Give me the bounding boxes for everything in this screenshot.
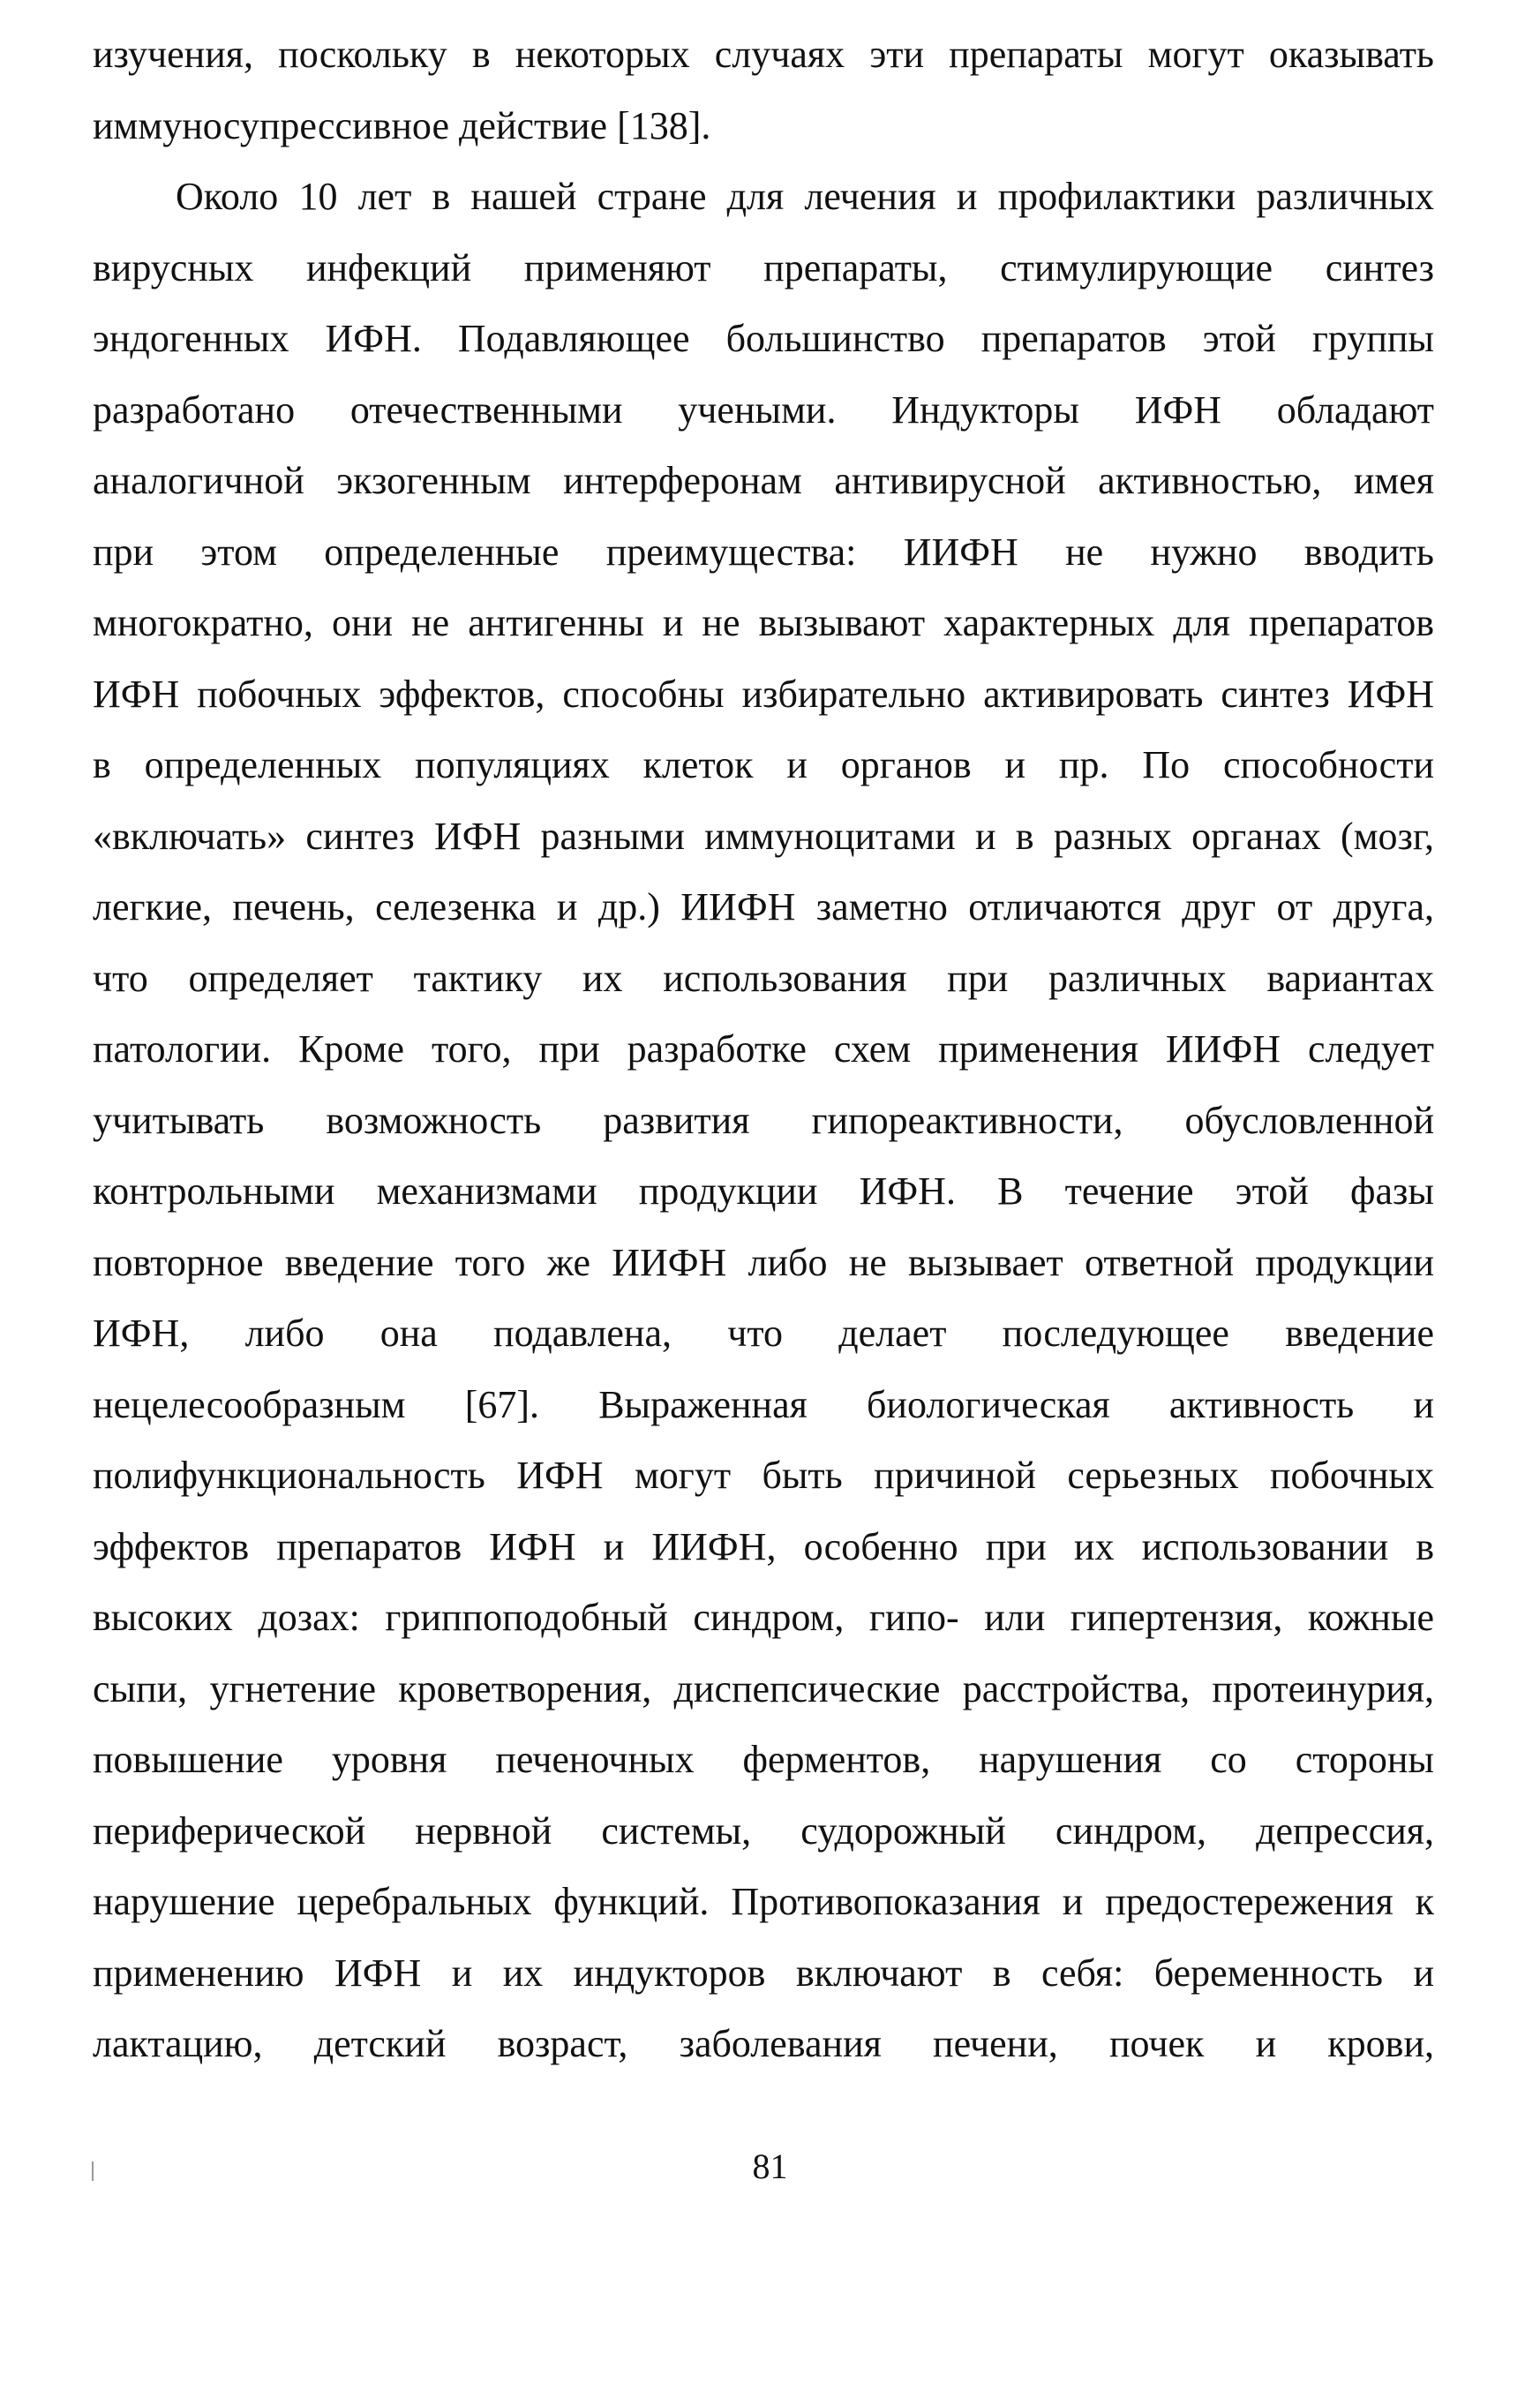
text-line: высоких дозах: гриппоподобный синдром, гипо- или гипертензия, кожные (93, 1596, 1434, 1639)
text-line: лактацию, детский возраст, заболевания печени, почек и крови, (93, 2022, 1434, 2065)
text-line: многократно, они не антигенны и не вызывают характерных для препаратов (93, 601, 1434, 644)
text-line: полифункциональность ИФН могут быть причиной серьезных побочных (93, 1454, 1434, 1497)
text-line: патологии. Кроме того, при разработке схем применения ИИФН следует (93, 1027, 1434, 1071)
text-line: изучения, поскольку в некоторых случаях эти препараты могут оказывать (93, 33, 1434, 76)
text-line: нецелесообразным [67]. Выраженная биологическая активность и (93, 1382, 1434, 1426)
text-line: в определенных популяциях клеток и органов и пр. По способности (93, 743, 1434, 786)
text-line: вирусных инфекций применяют препараты, стимулирующие синтез (93, 245, 1434, 289)
text-line: разработано отечественными учеными. Индукторы ИФН обладают (93, 387, 1434, 432)
text-line: при этом определенные преимущества: ИИФН не нужно вводить (93, 530, 1434, 574)
text-line: иммуносупрессивное действие [138]. (93, 103, 711, 147)
text-line: применению ИФН и их индукторов включают в себя: беременность и (93, 1951, 1434, 1995)
paragraph-first-line: Около 10 лет в нашей стране для лечения и профилактики различных (176, 175, 1434, 218)
text-line: нарушение церебральных функций. Противопоказания и предостережения к (93, 1880, 1434, 1923)
text-line: легкие, печень, селезенка и др.) ИИФН заметно отличаются друг от друга, (93, 885, 1434, 928)
text-line: эффектов препаратов ИФН и ИИФН, особенно при их использовании в (93, 1524, 1434, 1568)
text-line: сыпи, угнетение кроветворения, диспепсические расстройства, протеинурия, (93, 1666, 1434, 1710)
page-number: 81 (752, 2146, 788, 2186)
text-line: повторное введение того же ИИФН либо не вызывает ответной продукции (93, 1240, 1434, 1284)
document-page (93, 19, 1434, 2080)
text-line: эндогенных ИФН. Подавляющее большинство препаратов этой группы (93, 317, 1434, 360)
text-line: «включать» синтез ИФН разными иммуноцитами и в разных органах (мозг, (93, 814, 1434, 858)
text-line: ИФН побочных эффектов, способны избирательно активировать синтез ИФН (93, 672, 1434, 716)
text-line: периферической нервной системы, судорожный синдром, депрессия, (93, 1808, 1434, 1853)
text-line: учитывать возможность развития гипореактивности, обусловленной (93, 1098, 1434, 1142)
text-line: контрольными механизмами продукции ИФН. В течение этой фазы (93, 1169, 1434, 1213)
text-line: аналогичной экзогенным интерферонам антивирусной активностью, имея (93, 459, 1434, 502)
text-line: что определяет тактику их использования при различных вариантах (93, 956, 1434, 1000)
text-line: ИФН, либо она подавлена, что делает последующее введение (93, 1312, 1434, 1355)
text-line: повышение уровня печеночных ферментов, нарушения со стороны (93, 1738, 1434, 1781)
